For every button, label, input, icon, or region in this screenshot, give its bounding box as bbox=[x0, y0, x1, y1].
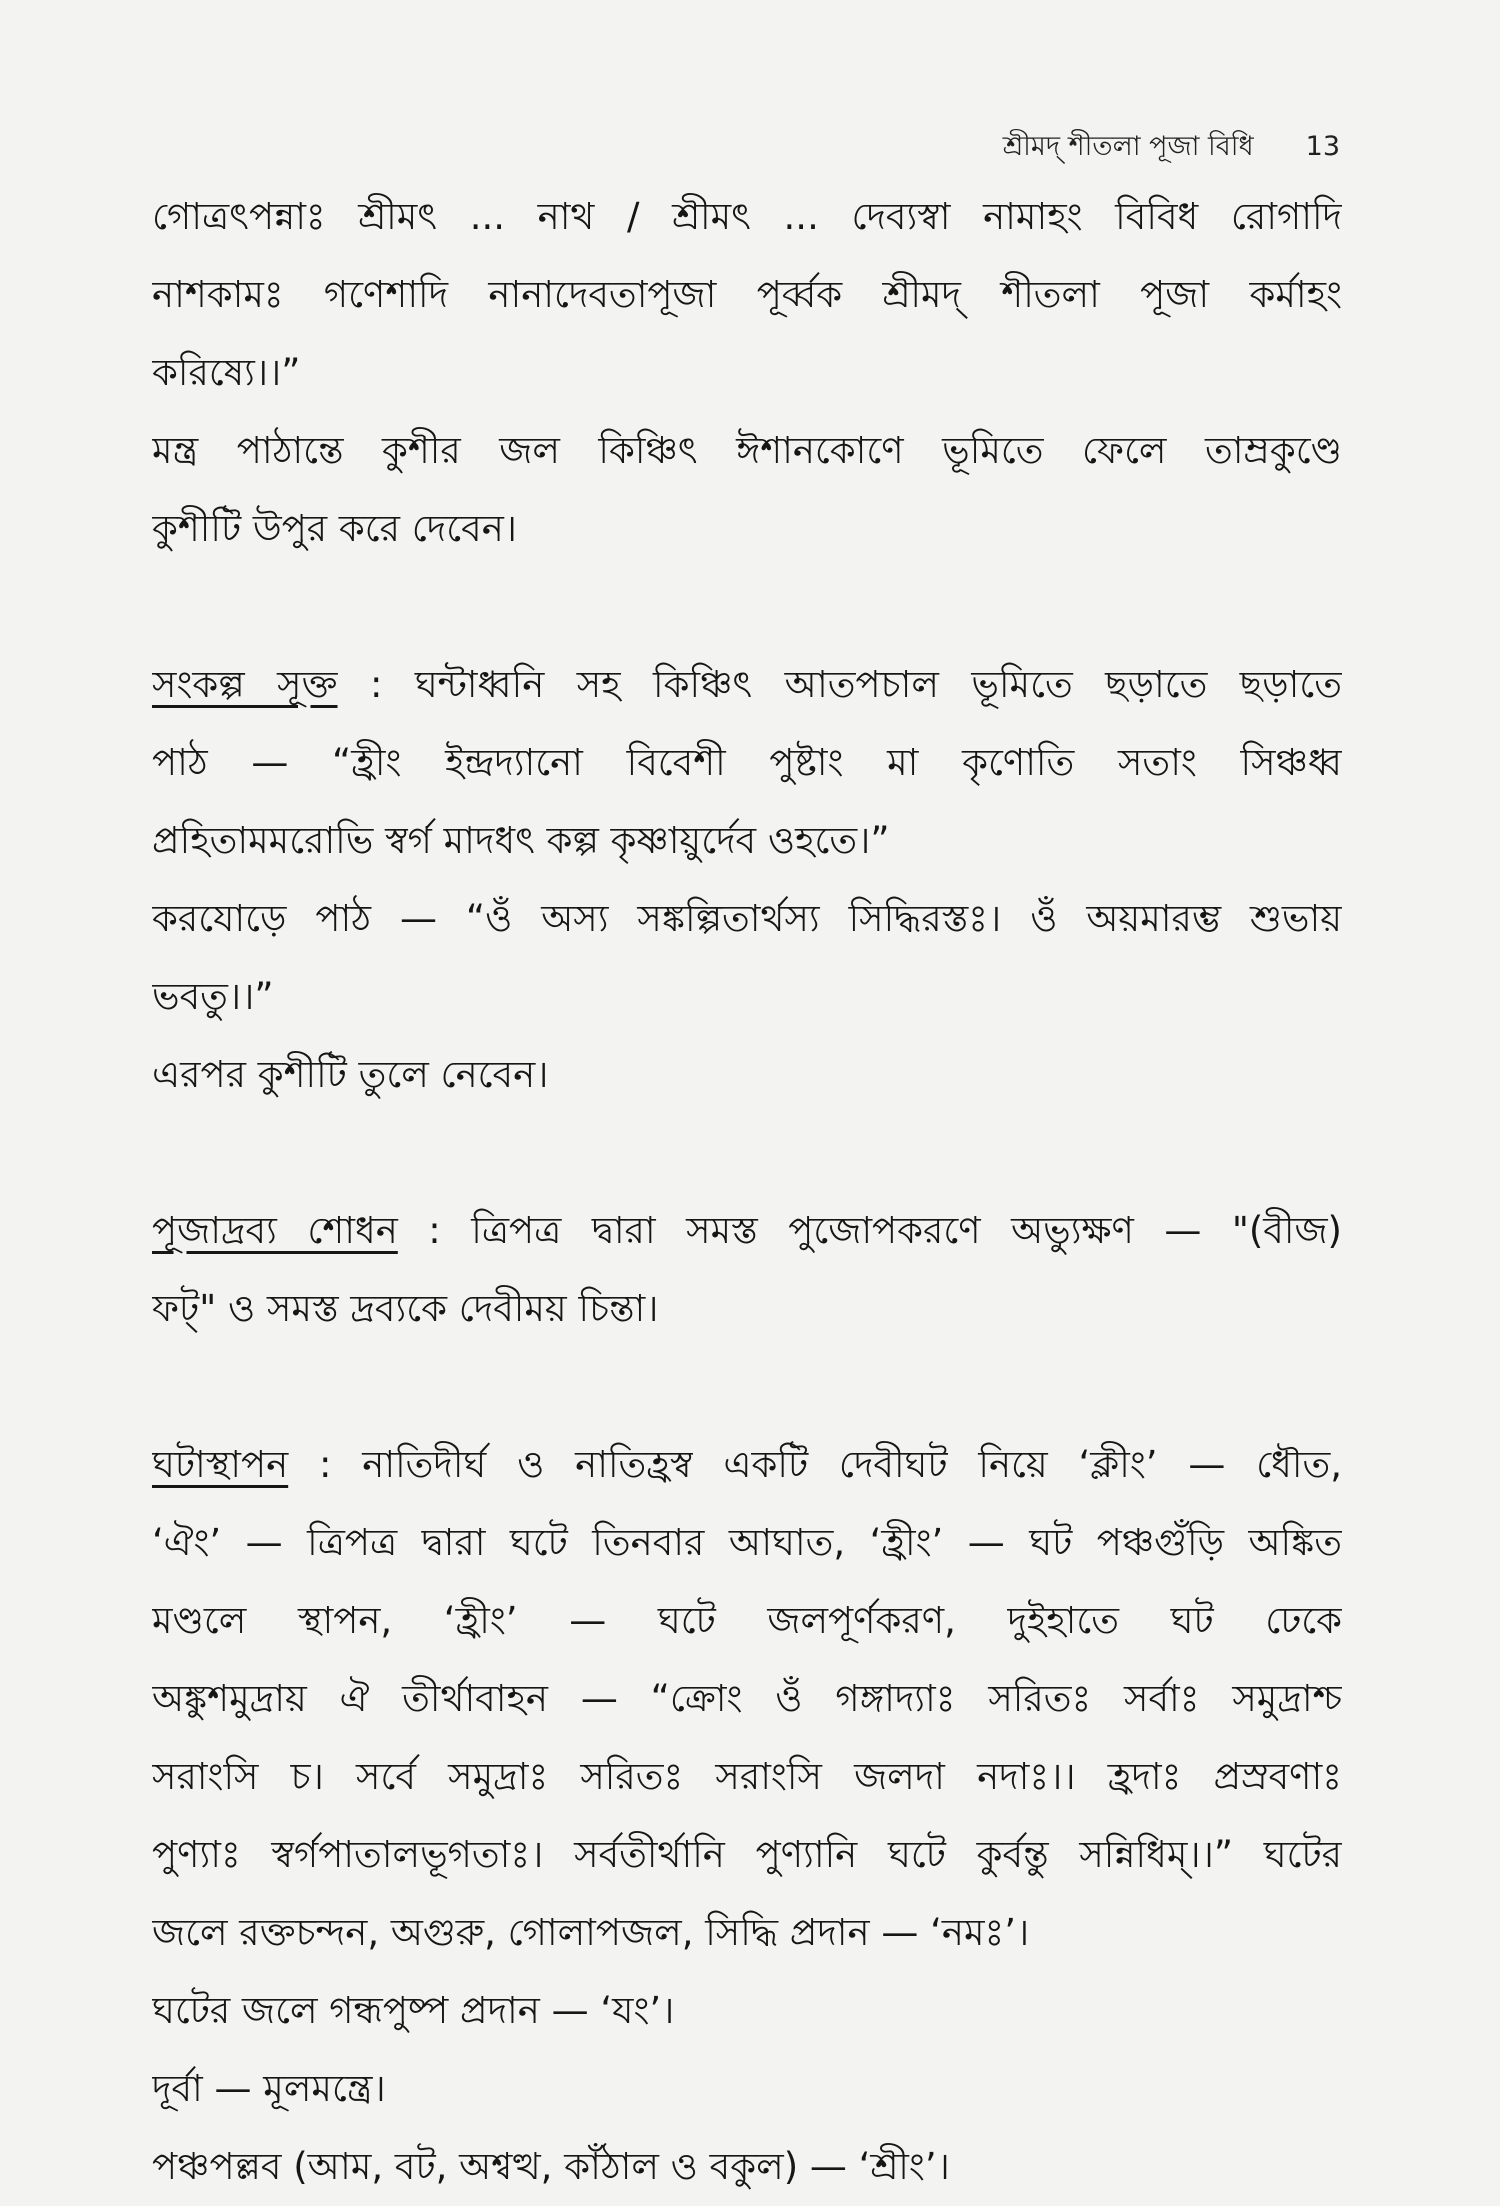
text-run: : ত্রিপত্র দ্বারা সমস্ত পুজোপকরণে অভ্যুক্ষণ — "(বীজ) bbox=[397, 1209, 1342, 1252]
text-line: মন্ত্র পাঠান্তে কুশীর জল কিঞ্চিৎ ঈশানকোণে ভূমিতে ফেলে তাম্রকুণ্ডে bbox=[152, 429, 1342, 472]
text-line: নাশকামঃ গণেশাদি নানাদেবতাপূজা পূর্ব্বক শ্রীমদ্ শীতলা পূজা কর্মাহং bbox=[152, 273, 1342, 316]
running-title: শ্রীমদ্ শীতলা পূজা বিধি bbox=[1002, 131, 1254, 162]
text-line: প্রহিতামমরোভি স্বর্গ মাদধৎ কল্প কৃষ্ণায়ুর্দেব ওহতে।” bbox=[152, 819, 890, 862]
section-first-line bbox=[152, 1192, 1342, 1270]
page-body bbox=[152, 178, 1342, 2206]
section-heading: সংকল্প সূক্ত bbox=[152, 663, 338, 706]
paragraph-gap bbox=[152, 1114, 1342, 1192]
section-first-line bbox=[152, 1426, 1342, 1504]
text-line: সরাংসি চ। সর্বে সমুদ্রাঃ সরিতঃ সরাংসি জলদা নদাঃ।। হ্রদাঃ প্রস্রবণাঃ bbox=[152, 1755, 1342, 1798]
text-line: পঞ্চপল্লব (আম, বট, অশ্বত্থ, কাঁঠাল ও বকুল) — ‘শ্রীং’। bbox=[152, 2145, 950, 2188]
text-line: জলে রক্তচন্দন, অগুরু, গোলাপজল, সিদ্ধি প্রদান — ‘নমঃ’। bbox=[152, 1911, 1030, 1954]
paragraph-gap bbox=[152, 568, 1342, 646]
text-line: এরপর কুশীটি তুলে নেবেন। bbox=[152, 1053, 549, 1096]
text-line: অঙ্কুশমুদ্রায় ঐ তীর্থাবাহন — “ক্রোং ওঁ গঙ্গাদ্যাঃ সরিতঃ সর্বাঃ সমুদ্রাশ্চ bbox=[152, 1677, 1342, 1720]
running-header bbox=[1003, 126, 1340, 171]
section-heading: পূজাদ্রব্য শোধন bbox=[152, 1209, 398, 1252]
text-line: করিষ্যে।।” bbox=[152, 351, 301, 394]
text-line: ভবতু।।” bbox=[152, 975, 274, 1018]
text-line: করযোড়ে পাঠ — “ওঁ অস্য সঙ্কল্পিতার্থস্য সিদ্ধিরস্তঃ। ওঁ অয়মারম্ভ শুভায় bbox=[152, 897, 1342, 940]
text-line: ঘটের জলে গন্ধপুষ্প প্রদান — ‘যং’। bbox=[152, 1989, 675, 2032]
text-run: : নাতিদীর্ঘ ও নাতিহ্রস্ব একটি দেবীঘট নিয়ে ‘ক্লীং’ — ধৌত, bbox=[288, 1443, 1342, 1486]
text-line: গোত্রৎপন্নাঃ শ্রীমৎ ... নাথ / শ্রীমৎ ... দেব্যস্বা নামাহং বিবিধ রোগাদি bbox=[152, 195, 1342, 238]
text-line: দূর্বা — মূলমন্ত্রে। bbox=[152, 2067, 386, 2110]
text-line: পুণ্যাঃ স্বর্গপাতালভূগতাঃ। সর্বতীর্থানি পুণ্যানি ঘটে কুর্বন্তু সন্নিধিম্।।” ঘটের bbox=[152, 1833, 1342, 1876]
paragraph-gap bbox=[152, 1348, 1342, 1426]
text-line: কুশীটি উপুর করে দেবেন। bbox=[152, 507, 518, 550]
text-run: : ঘন্টাধ্বনি সহ কিঞ্চিৎ আতপচাল ভূমিতে ছড়াতে ছড়াতে bbox=[337, 663, 1342, 706]
page-number: 13 bbox=[1305, 131, 1340, 162]
text-line: ‘ঐং’ — ত্রিপত্র দ্বারা ঘটে তিনবার আঘাত, ‘হ্রীং’ — ঘট পঞ্চগুঁড়ি অঙ্কিত bbox=[152, 1521, 1342, 1564]
text-line: ফট্" ও সমস্ত দ্রব্যকে দেবীময় চিন্তা। bbox=[152, 1287, 659, 1330]
section-first-line bbox=[152, 646, 1342, 724]
text-line: মণ্ডলে স্থাপন, ‘হ্রীং’ — ঘটে জলপূর্ণকরণ, দুইহাতে ঘট ঢেকে bbox=[152, 1599, 1342, 1642]
text-line: পাঠ — “হ্রীং ইন্দ্রদ্যানো বিবেশী পুষ্টাং মা কৃণোতি সতাং সিঞ্চধ্ব bbox=[152, 741, 1342, 784]
section-heading: ঘটাস্থাপন bbox=[152, 1443, 289, 1486]
